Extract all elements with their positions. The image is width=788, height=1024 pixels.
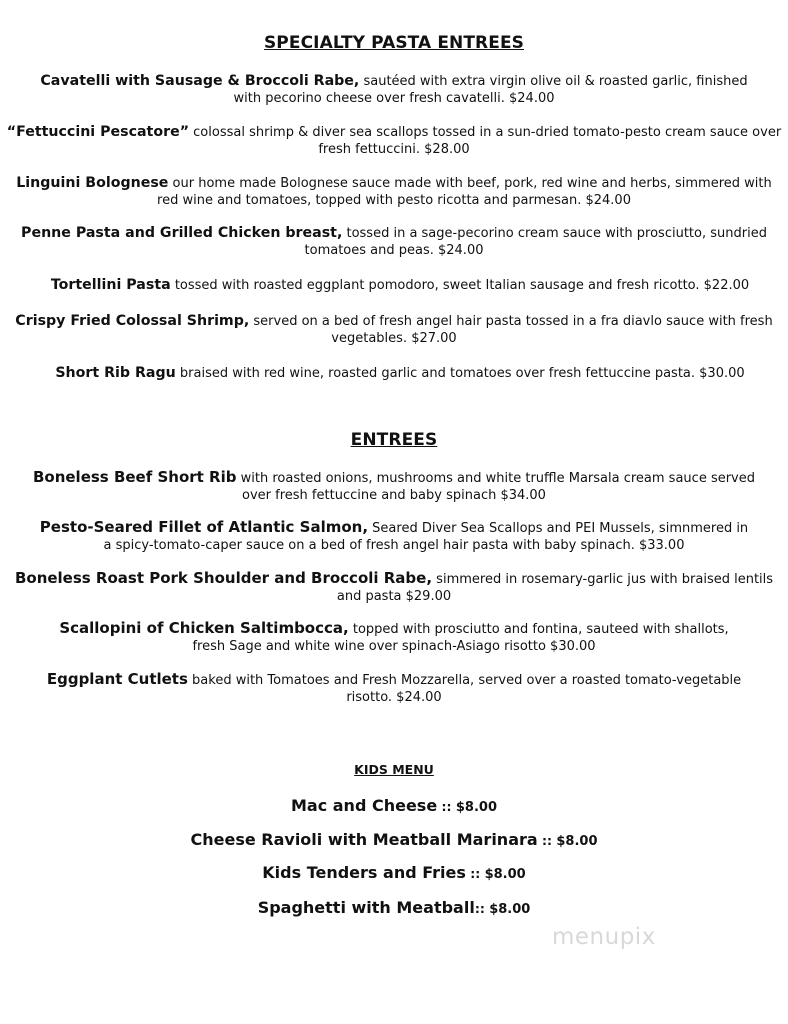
item-name: Penne Pasta and Grilled Chicken breast,	[21, 225, 343, 241]
item-name: Tortellini Pasta	[50, 277, 171, 293]
item-description: served on a bed of fresh angel hair pasta tossed in a fra diavlo sauce with fresh vegetables. $27.00	[249, 314, 773, 346]
item-description: simmered in rosemary-garlic jus with braised lentils and pasta $29.00	[336, 572, 774, 604]
menu-item	[0, 313, 788, 347]
menu-item	[0, 175, 788, 209]
item-description: sautéed with extra virgin olive oil & roasted garlic, finished with pecorino cheese over fresh cavatelli. $24.00	[233, 74, 748, 106]
item-price: $8.00	[556, 834, 598, 849]
kids-section-title: KIDS MENU	[354, 762, 434, 777]
item-name: Linguini Bolognese	[16, 175, 169, 191]
kids-item	[0, 863, 788, 882]
item-name: Crispy Fried Colossal Shrimp,	[15, 313, 250, 329]
item-separator: ::	[437, 799, 456, 814]
item-name: Kids Tenders and Fries	[262, 863, 466, 882]
item-separator: ::	[537, 833, 557, 848]
item-price: $8.00	[484, 867, 526, 882]
item-price: $8.00	[489, 902, 531, 917]
menu-item	[0, 570, 788, 605]
item-name: Cheese Ravioli with Meatball Marinara	[190, 830, 538, 849]
pasta-section-title: SPECIALTY PASTA ENTREES	[263, 33, 525, 53]
item-name: Boneless Roast Pork Shoulder and Broccoli Rabe,	[14, 569, 433, 587]
item-name: Scallopini of Chicken Saltimbocca,	[59, 619, 349, 637]
menu-item	[0, 469, 788, 504]
item-name: Eggplant Cutlets	[46, 670, 188, 688]
item-separator: ::	[474, 901, 490, 916]
menu-item	[0, 365, 788, 382]
item-name: Spaghetti with Meatball	[257, 898, 475, 917]
item-description: braised with red wine, roasted garlic and tomatoes over fresh fettuccine pasta. $30.00	[175, 366, 745, 381]
item-separator: ::	[465, 866, 485, 881]
item-name: Pesto-Seared Fillet of Atlantic Salmon,	[39, 518, 369, 536]
item-name: Boneless Beef Short Rib	[32, 468, 237, 486]
kids-item	[0, 830, 788, 849]
item-description: our home made Bolognese sauce made with beef, pork, red wine and herbs, simmered with red wine and tomatoes, topped with pesto ricotta and parmesan. $24.00	[157, 176, 772, 208]
item-name: Short Rib Ragu	[55, 365, 176, 381]
menu-item	[0, 225, 788, 259]
item-description: topped with prosciutto and fontina, sauteed with shallots, fresh Sage and white wine over spinach-Asiago risotto $30.00	[192, 622, 729, 654]
menu-item	[0, 519, 788, 554]
item-description: baked with Tomatoes and Fresh Mozzarella, served over a roasted tomato-vegetable risotto. $24.00	[187, 673, 742, 705]
item-description: with roasted onions, mushrooms and white truffle Marsala cream sauce served over fresh fettuccine and baby spinach $34.00	[236, 471, 756, 503]
item-description: colossal shrimp & diver sea scallops tossed in a sun-dried tomato-pesto cream sauce over fresh fettuccini. $28.00	[189, 125, 782, 157]
menu-item	[0, 73, 788, 107]
item-description: tossed in a sage-pecorino cream sauce with prosciutto, sundried tomatoes and peas. $24.00	[304, 226, 767, 258]
menupix-watermark: menupix	[552, 924, 656, 950]
item-name: Mac and Cheese	[290, 796, 438, 815]
menu-item	[0, 671, 788, 706]
item-description: Seared Diver Sea Scallops and PEI Mussels, simnmered in a spicy-tomato-caper sauce on a bed of fresh angel hair pasta with baby spinach. $33.00	[103, 521, 749, 553]
menu-item	[0, 620, 788, 655]
item-name: “Fettuccini Pescatore”	[6, 124, 190, 140]
menu-item	[0, 277, 788, 294]
item-description: tossed with roasted eggplant pomodoro, sweet Italian sausage and fresh ricotto. $22.00	[170, 278, 750, 293]
kids-item	[0, 796, 788, 815]
kids-item	[0, 898, 788, 917]
item-name: Cavatelli with Sausage & Broccoli Rabe,	[40, 73, 360, 89]
entrees-section-title: ENTREES	[350, 430, 438, 450]
menu-item	[0, 124, 788, 158]
item-price: $8.00	[455, 800, 498, 815]
